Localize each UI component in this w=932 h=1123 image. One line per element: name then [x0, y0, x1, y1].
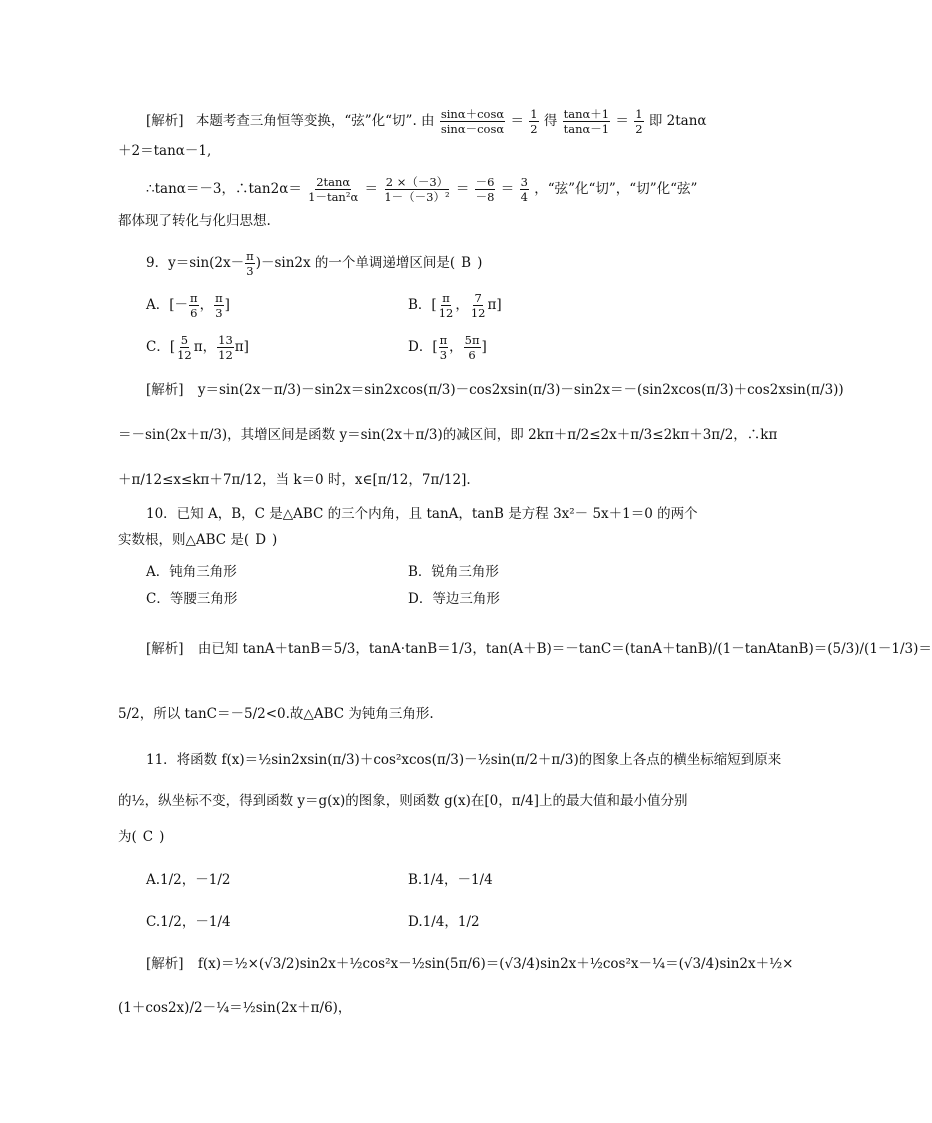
analysis-label: [解析] [146, 641, 184, 657]
q11-analysis-line1: [解析] f(x)＝½×(√3/2)sin2x＋½cos²x－½sin(5π/6)＝(√3/4)sin2x＋½cos²x－¼＝(√3/4)sin2x＋½× [146, 956, 794, 972]
q11-stem-line2: 的½，纵坐标不变，得到函数 y＝g(x)的图象，则函数 g(x)在[0，π/4]上的最大值和最小值分别 [118, 793, 688, 809]
q11-option-d: D.1/4，1/2 [408, 914, 480, 930]
analysis-label: [解析] [146, 113, 184, 130]
q9-analysis-line2: ＝－sin(2x＋π/3)，其增区间是函数 y＝sin(2x＋π/3)的减区间，即 2kπ＋π/2≤2x＋π/3≤2kπ＋3π/2，∴kπ [118, 427, 778, 443]
q11-stem-line3: 为( C ) [118, 829, 165, 845]
q11-stem-line1: 11．将函数 f(x)＝½sin2xsin(π/3)＋cos²xcos(π/3)－½sin(π/2＋π/3)的图象上各点的横坐标缩短到原来 [146, 752, 782, 768]
q9-stem: 9．y＝sin(2x－ $\frac{\pi}{3}$ )－sin2x 的一个单调递增区间是( B ) [146, 249, 483, 279]
q11-option-b: B.1/4，－1/4 [408, 872, 493, 888]
q10-option-a: A．钝角三角形 [146, 564, 237, 580]
q10-option-b: B．锐角三角形 [408, 564, 499, 580]
fraction: $\frac{-6}{-8}$ [475, 175, 495, 205]
fraction: $\frac{2\tan\alpha}{\text{1－tan²α}}$ [308, 175, 359, 205]
fraction: $\frac{1}{2}$ [635, 107, 643, 137]
analysis-label: [解析] [146, 956, 184, 972]
fraction: $\frac{2 \times(-3)}{\text{1－（－3）²}}$ [384, 175, 450, 205]
analysis-text: 本题考查三角恒等变换，“弦”化“切”. 由 [195, 113, 435, 130]
fraction: $\frac{\tan\alpha+1}{\tan\alpha-1}$ [563, 107, 610, 137]
q9-option-b: B．[ $\frac{\pi}{12}$ ， $\frac{7}{12}$ π] [408, 291, 502, 321]
answer-letter: B [461, 255, 472, 272]
q10-analysis-line2: 5/2，所以 tanC＝－5/2<0.故△ABC 为钝角三角形. [118, 706, 434, 722]
q9-analysis-line3: ＋π/12≤x≤kπ＋7π/12，当 k＝0 时，x∈[π/12，7π/12]. [118, 472, 471, 488]
fraction: $\frac{\sin\alpha+\cos\alpha}{\sin\alpha-\cos\alpha}$ [440, 107, 505, 137]
q9-option-d: D．[ $\frac{\pi}{3}$ ， $\frac{5\pi}{6}$ ] [408, 333, 487, 363]
q11-analysis-line2: (1＋cos2x)/2－¼＝½sin(2x＋π/6)， [118, 1000, 352, 1016]
fraction: $\frac{3}{4}$ [520, 175, 528, 205]
q10-option-d: D．等边三角形 [408, 591, 500, 607]
q9-option-c: C．[ $\frac{5}{12}$ π， $\frac{13}{12}$ π] [146, 333, 249, 363]
fraction: $\frac{1}{2}$ [530, 107, 538, 137]
q10-option-c: C．等腰三角形 [146, 591, 238, 607]
q10-stem-line2: 实数根，则△ABC 是( D ) [118, 532, 278, 548]
q8-analysis-line2: ＋2＝tanα－1, [118, 143, 212, 159]
fraction: $\frac{\pi}{3}$ [246, 249, 254, 279]
answer-letter: C [142, 829, 154, 845]
q9-option-a: A．[－ $\frac{\pi}{6}$ ， $\frac{\pi}{3}$ ] [146, 291, 230, 321]
q11-option-a: A.1/2，－1/2 [146, 872, 231, 888]
q10-analysis-line1: [解析] 由已知 tanA＋tanB＝5/3，tanA·tanB＝1/3，tan(A＋B)＝－tanC＝(tanA＋tanB)/(1－tanAtanB)＝(5/3)/(1－1/3)＝ [146, 641, 932, 657]
q11-option-c: C.1/2，－1/4 [146, 914, 231, 930]
q9-analysis-line1: [解析] y＝sin(2x－π/3)－sin2x＝sin2xcos(π/3)－cos2xsin(π/3)－sin2x＝－(sin2xcos(π/3)＋cos2xsin(π/3)) [146, 382, 844, 398]
q8-analysis-line1: [解析] 本题考查三角恒等变换，“弦”化“切”. 由 $\frac{\sin\alpha+\cos\alpha}{\sin\alpha-\cos\alpha}$ ＝ $\frac{1}{2}$ 得 $\frac{\tan\alpha+1}{\tan\alpha-1}$ ＝ $\frac{1}{2}$ 即 2tanα [146, 107, 707, 137]
q8-analysis-line3: ∴tanα＝－3，∴tan2α＝ $\frac{2\tan\alpha}{\text{1－tan²α}}$ ＝ $\frac{2 \times(-3)}{\text{1－（－3）²}}$ ＝ $\frac{-6}{-8}$ ＝ $\frac{3}{4}$ ，“弦”化“切”，“切”化“弦” [146, 175, 698, 205]
analysis-label: [解析] [146, 382, 184, 398]
q8-analysis-line4: 都体现了转化与化归思想. [118, 213, 271, 229]
answer-letter: D [255, 532, 267, 548]
q10-stem-line1: 10．已知 A，B，C 是△ABC 的三个内角，且 tanA，tanB 是方程 3x²－ 5x＋1＝0 的两个 [146, 506, 698, 522]
